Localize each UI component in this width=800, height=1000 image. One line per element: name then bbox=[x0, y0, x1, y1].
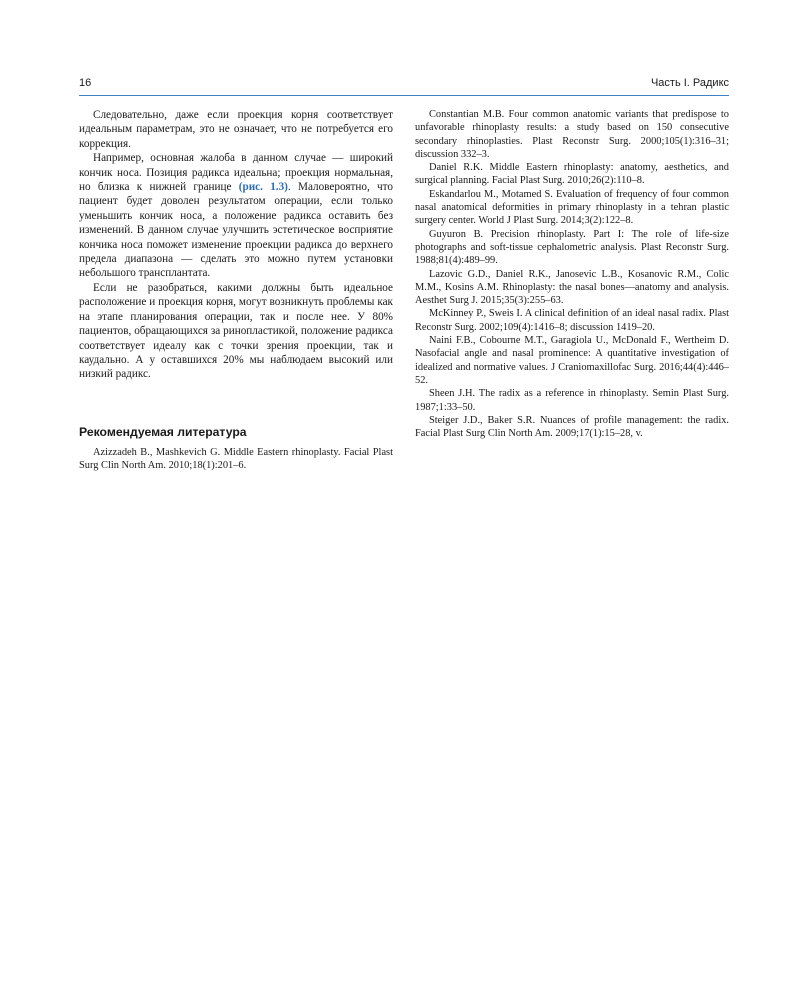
paragraph-text: Например, основная жалоба в данном случае — широкий кончик носа. Позиция радикса идеальна; проекция нормальная, но близка к нижней границе bbox=[79, 152, 393, 194]
section-heading: Рекомендуемая литература bbox=[79, 424, 247, 439]
reference-item: Eskandarlou M., Motamed S. Evaluation of frequency of four common nasal anatomical deformities in primary rhinoplasty in a tehran plastic surgery center. World J Plast Surg. 2014;3(2):122–8. bbox=[415, 188, 729, 227]
body-paragraph: Следовательно, даже если проекция корня соответствует идеальным параметрам, это не означает, что не потребуется его коррекция. bbox=[79, 109, 393, 150]
reference-item: Steiger J.D., Baker S.R. Nuances of profile management: the radix. Facial Plast Surg Clin North Am. 2009;17(1):15–28, v. bbox=[415, 414, 729, 440]
header-divider bbox=[79, 95, 729, 96]
page-number: 16 bbox=[79, 77, 92, 89]
running-title: Часть I. Радикс bbox=[650, 77, 729, 89]
page-header bbox=[79, 77, 729, 93]
reference-item: Constantian M.B. Four common anatomic variants that predispose to unfavorable rhinoplasty results: a study based on 150 consecutive secondary rhinoplasties. Plast Reconstr Surg. 2000;105(1):316–31; discussion 332–3. bbox=[415, 109, 729, 160]
reference-item: Azizzadeh B., Mashkevich G. Middle Eastern rhinoplasty. Facial Plast Surg Clin North Am. 2010;18(1):201–6. bbox=[79, 446, 393, 472]
paragraph-text: . Маловероятно, что пациент будет доволен результатом операции, если только уменьшить кончик носа, а положение радикса оставить без изменений. В данном случае улучшить эстетическое восприятие кончика носа поможет изменение проекции радикса до верхнего предела диапазона — сделать это можно путем установки небольшого трансплантата. bbox=[79, 181, 393, 280]
reference-item: Guyuron B. Precision rhinoplasty. Part I: The role of life-size photographs and soft-tissue cephalometric analysis. Plast Reconstr Surg. 1988;81(4):489–99. bbox=[415, 228, 729, 267]
reference-item: Daniel R.K. Middle Eastern rhinoplasty: anatomy, aesthetics, and surgical planning. Facial Plast Surg. 2010;26(2):110–8. bbox=[415, 162, 729, 187]
reference-item: McKinney P., Sweis I. A clinical definition of an ideal nasal radix. Plast Reconstr Surg. 2002;109(4):1416–8; discussion 1419–20. bbox=[415, 308, 729, 333]
figure-reference-link[interactable]: (рис. 1.3) bbox=[238, 181, 288, 194]
body-paragraph: Если не разобраться, какими должны быть идеальное расположение и проекция корня, могут возникнуть проблемы как на этапе планирования операции, так и после нее. У 80% пациентов, обращающихся за ринопластикой, положение радикса соответствует идеалу как с точки зрения проекции, так и каудально. А у оставшихся 20% мы наблюдаем высокий или низкий радикс. bbox=[79, 281, 393, 381]
left-column bbox=[79, 108, 393, 472]
reference-item: Naini F.B., Cobourne M.T., Garagiola U., McDonald F., Wertheim D. Nasofacial angle and nasal prominence: A quantitative investigation of idealized and normative values. J Craniomaxillofac Surg. 2016;44(4):446–52. bbox=[415, 335, 729, 386]
body-paragraph bbox=[79, 151, 393, 281]
reference-item: Sheen J.H. The radix as a reference in rhinoplasty. Semin Plast Surg. 1987;1:33–50. bbox=[415, 388, 729, 413]
reference-item: Lazovic G.D., Daniel R.K., Janosevic L.B., Kosanovic R.M., Colic M.M., Kosins A.M. Rhinoplasty: the nasal bones—anatomy and analysis. Aesthet Surg J. 2015;35(3):255–63. bbox=[415, 268, 729, 307]
right-column bbox=[415, 108, 729, 440]
